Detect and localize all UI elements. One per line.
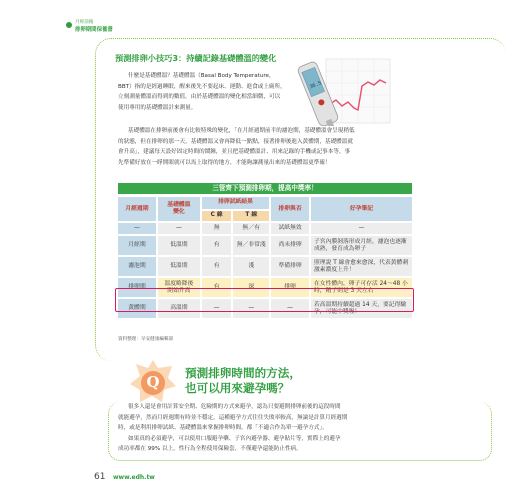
row-note: 子宮內膜剝落形成月經，濾泡也逐漸成熟，發育成為卵子 <box>311 236 412 255</box>
page-number: 61 <box>94 472 106 482</box>
row-note: 若高溫期持續超過 14 天，要記得驗孕，可能中獎喔！ <box>311 299 412 318</box>
qa-answer-line: 就能避孕，然而月經週期有時並不穩定，這種避孕方式往往失敗率較高，無論是計算月經週期 <box>118 414 348 421</box>
table-row <box>118 257 412 276</box>
qa-answer-line: 很多人還是會用計算安全期、危險期的方式來避孕，認為只要避開排卵前後的這段時間 <box>128 404 341 410</box>
tip-p2-line: 的狀態，但在排卵的那一天，基礎體溫又會再降低一點點，接著排卵後進入黃體期，基礎體溫就 <box>118 138 353 145</box>
tip-p2-line: 會升高」，建議每天設好固定時間的鬧鐘，並且把基礎體溫計、用來記錄的手機或記事本等，事 <box>118 149 351 155</box>
row-bbt-text: 溫度略降後開始升高 <box>164 280 194 294</box>
tip-p2-line: 基礎體溫在排卵前後會有比較特殊的變化，「在月經週期前半的濾泡期，基礎體溫會呈現稍低 <box>128 128 355 134</box>
header-discharge: 排卵與否 <box>271 197 309 221</box>
tip-paragraph-1 <box>118 71 318 113</box>
row-bbt: 高溫期 <box>158 299 200 318</box>
qa-question-line: 也可以用來避孕嗎？ <box>185 381 290 395</box>
row-t: 無／有 <box>233 223 269 234</box>
row-ovu: 尚未排卵 <box>271 236 309 255</box>
row-bbt: 低溫期 <box>158 236 200 255</box>
qa-answer-line: 如果真的必須避孕，可以使用口服避孕藥、子宮內避孕器、避孕貼片等，實際上的避孕 <box>128 435 341 442</box>
table-source: 資料整理：早安健康編輯部 <box>118 337 174 342</box>
header-badge <box>66 22 72 28</box>
row-ovu: — <box>271 299 309 318</box>
header-t-line: T 線 <box>233 211 269 221</box>
header-c-line: C 線 <box>202 211 231 221</box>
header-bbt-text: 基礎體溫變化 <box>167 202 191 215</box>
row-c: 有 <box>202 257 231 276</box>
row-ovu: 試紙無效 <box>271 223 309 234</box>
row-bbt: 低溫期 <box>158 257 200 276</box>
q-letter: Q <box>146 373 160 391</box>
qa-question <box>185 366 301 396</box>
tip-p1-line: 什麼是基礎體溫？基礎體溫（Basal Body Temperature， <box>128 73 275 79</box>
header-notes: 好孕筆記 <box>311 197 412 221</box>
qa-answer-line: 時，或是利用排卵試紙、基礎體溫來掌握排卵時間，都「不適合作為單一避孕方式」。 <box>118 425 328 431</box>
row-c: 有 <box>202 278 231 297</box>
qa-answer-line: 成功率都在 99% 以上，性行為全程使用保險套，不僅避孕還能防止性病。 <box>118 446 302 452</box>
row-period: 濾泡期 <box>118 257 156 276</box>
row-period: 排卵期 <box>118 278 156 297</box>
row-t: 無／非常淺 <box>233 236 269 255</box>
footer-website: www.edh.tw <box>113 474 155 481</box>
row-note: 照理說 T 線會愈來愈深，代表黃體刺激素濃度上升！ <box>311 257 412 276</box>
thermometer-reading: 36.5 <box>308 80 323 91</box>
highlight-outline <box>115 288 414 312</box>
tip-paragraph-2 <box>118 126 458 168</box>
header-period: 月經週期 <box>118 197 156 221</box>
header-label-small: 月經前後 <box>75 20 94 25</box>
table-header-row <box>118 197 412 209</box>
row-t: 淺 <box>233 257 269 276</box>
row-ovu: 排卵 <box>271 278 309 297</box>
row-c: — <box>202 299 231 318</box>
row-period: 月經期 <box>118 236 156 255</box>
row-period: 黃體期 <box>118 299 156 318</box>
row-period: — <box>118 223 156 234</box>
row-c: 無 <box>202 223 231 234</box>
row-note: — <box>311 223 412 234</box>
row-t: — <box>233 299 269 318</box>
tip-title: 預測排卵小技巧3：持續記錄基礎體溫的變化 <box>115 53 277 63</box>
tip-p1-line: 使用專用的基礎體溫計來測量。 <box>118 104 197 111</box>
tip-p1-line: BBT）指的是經過睡眠，醒來後先不要起床、運動、進食或上廁所， <box>118 83 286 90</box>
thermometer-chart-illustration <box>296 56 392 126</box>
row-ovu: 準備排卵 <box>271 257 309 276</box>
table-row <box>118 236 412 255</box>
row-c: 有 <box>202 236 231 255</box>
table-row <box>118 223 412 234</box>
tip-p2-line: 先準備好放在一睜開眼就可以馬上取得的地方，才能夠讓測量出來的基礎體溫更準確！ <box>118 159 331 166</box>
qa-answer <box>118 402 468 455</box>
table-title: 三管齊下預測排卵期，提高中獎率！ <box>212 184 318 192</box>
qa-question-line: 預測排卵時間的方法， <box>185 366 301 380</box>
row-note: 在女性體內，卵子可存活 24～48 小時，精子則是 3 天左右 <box>311 278 412 297</box>
header-ovu-test: 排卵試紙結果 <box>202 197 269 209</box>
tip-p1-line: 立刻測量體溫而得到的數值。由於基礎體溫的變化相當細微，可以 <box>118 94 281 100</box>
header-bbt <box>158 197 200 221</box>
row-t: 深 <box>233 278 269 297</box>
header-label-main: 排卵期間保養書 <box>75 27 113 33</box>
row-bbt: — <box>158 223 200 234</box>
